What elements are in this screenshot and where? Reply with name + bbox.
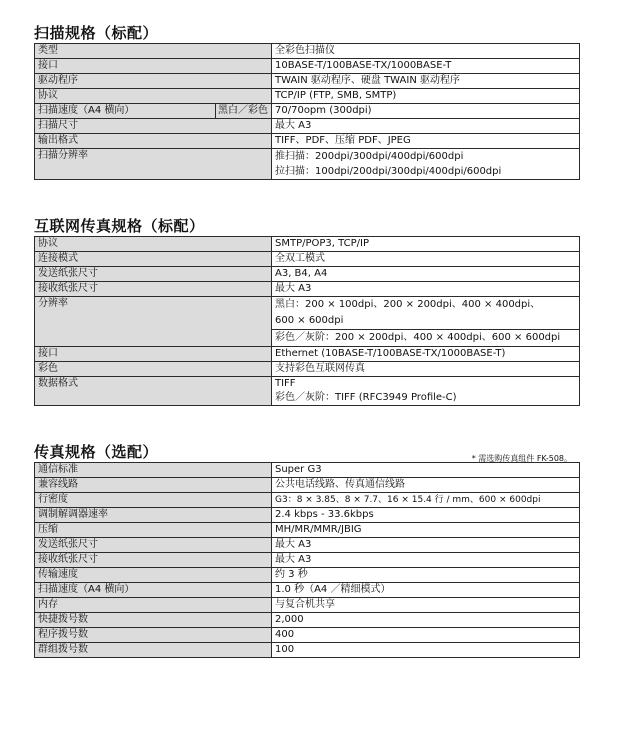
row-label: 输出格式 (35, 134, 272, 149)
row-value: 2,000 (272, 613, 580, 628)
table-row (35, 628, 580, 643)
row-value: Super G3 (272, 463, 580, 478)
table-row (35, 463, 580, 478)
row-value: 最大 A3 (272, 553, 580, 568)
row-value: 公共电话线路、传真通信线路 (272, 478, 580, 493)
row-value: TIFF、PDF、压缩 PDF、JPEG (272, 134, 580, 149)
row-value-multiline (272, 149, 580, 180)
row-label: 接收纸张尺寸 (35, 282, 272, 297)
row-label: 发送纸张尺寸 (35, 267, 272, 282)
row-value: A3, B4, A4 (272, 267, 580, 282)
ifax-spec-title: 互联网传真规格（标配） (34, 217, 205, 235)
row-value: 支持彩色互联网传真 (272, 362, 580, 377)
row-value: SMTP/POP3, TCP/IP (272, 237, 580, 252)
ifax-spec-section (34, 217, 580, 406)
row-value: 400 (272, 628, 580, 643)
row-value-multiline (272, 377, 580, 406)
row-value-line: 彩色／灰阶：TIFF (RFC3949 Profile-C) (275, 392, 457, 403)
row-value-line: TIFF (275, 378, 296, 389)
table-row (35, 252, 580, 267)
row-value-multiline (272, 297, 580, 347)
table-row (35, 377, 580, 406)
row-label: 类型 (35, 44, 272, 59)
table-row (35, 478, 580, 493)
row-label: 行密度 (35, 493, 272, 508)
row-label: 扫描速度（A4 横向） (35, 583, 272, 598)
row-value: TWAIN 驱动程序、硬盘 TWAIN 驱动程序 (272, 74, 580, 89)
table-row (35, 297, 580, 347)
row-value: 约 3 秒 (272, 568, 580, 583)
scan-spec-table (34, 43, 580, 180)
row-label: 协议 (35, 237, 272, 252)
row-label: 群组拨号数 (35, 643, 272, 658)
table-row (35, 89, 580, 104)
row-label: 兼容线路 (35, 478, 272, 493)
row-label: 快捷拨号数 (35, 613, 272, 628)
table-row (35, 282, 580, 297)
row-label: 调制解调器速率 (35, 508, 272, 523)
table-row (35, 104, 580, 119)
row-value: 2.4 kbps - 33.6kbps (272, 508, 580, 523)
fax-spec-table (34, 462, 580, 658)
table-row (35, 553, 580, 568)
table-row (35, 267, 580, 282)
row-value: 与复合机共享 (272, 598, 580, 613)
table-row (35, 44, 580, 59)
ifax-spec-table (34, 236, 580, 406)
row-label: 驱动程序 (35, 74, 272, 89)
row-value: 100 (272, 643, 580, 658)
row-value: 全彩色扫描仪 (272, 44, 580, 59)
row-label: 程序拨号数 (35, 628, 272, 643)
row-value-line: 推扫描：200dpi/300dpi/400dpi/600dpi (275, 151, 464, 162)
row-value: 全双工模式 (272, 252, 580, 267)
row-value-line: 彩色／灰阶：200 × 200dpi、400 × 400dpi、600 × 600dpi (272, 329, 579, 346)
row-label: 接口 (35, 347, 272, 362)
row-label: 发送纸张尺寸 (35, 538, 272, 553)
row-label: 压缩 (35, 523, 272, 538)
table-row (35, 583, 580, 598)
row-value-line: 拉扫描：100dpi/200dpi/300dpi/400dpi/600dpi (275, 166, 502, 177)
table-row (35, 493, 580, 508)
table-row (35, 598, 580, 613)
table-row (35, 643, 580, 658)
row-value-line: 黑白：200 × 100dpi、200 × 200dpi、400 × 400dpi、 (275, 299, 541, 310)
row-value: TCP/IP (FTP, SMB, SMTP) (272, 89, 580, 104)
row-label: 传输速度 (35, 568, 272, 583)
row-label: 协议 (35, 89, 272, 104)
row-value: G3：8 × 3.85、8 × 7.7、16 × 15.4 行 / mm、600 × 600dpi (272, 493, 580, 508)
row-value-line: 600 × 600dpi (275, 315, 344, 326)
row-label: 数据格式 (35, 377, 272, 406)
row-label: 通信标准 (35, 463, 272, 478)
row-value: 最大 A3 (272, 119, 580, 134)
table-row (35, 134, 580, 149)
row-label: 扫描速度（A4 横向） (38, 105, 135, 116)
fax-spec-title: 传真规格（选配） (34, 443, 159, 461)
row-label: 连接模式 (35, 252, 272, 267)
scan-spec-section (34, 24, 580, 180)
table-row (35, 362, 580, 377)
row-label-split (35, 104, 272, 119)
table-row (35, 59, 580, 74)
table-row (35, 568, 580, 583)
row-label: 分辨率 (35, 297, 272, 347)
row-value: 1.0 秒（A4 ／精细模式） (272, 583, 580, 598)
row-label: 扫描分辨率 (35, 149, 272, 180)
table-row (35, 613, 580, 628)
row-label: 内存 (35, 598, 272, 613)
fax-spec-note: * 需选购传真组件 FK-508。 (471, 454, 572, 463)
row-label: 彩色 (35, 362, 272, 377)
table-row (35, 119, 580, 134)
row-label: 接口 (35, 59, 272, 74)
row-label: 扫描尺寸 (35, 119, 272, 134)
row-value: 最大 A3 (272, 538, 580, 553)
table-row (35, 149, 580, 180)
fax-spec-section (34, 443, 580, 658)
table-row (35, 237, 580, 252)
row-value: 10BASE-T/100BASE-TX/1000BASE-T (272, 59, 580, 74)
row-sublabel: 黑白／彩色 (215, 104, 271, 118)
table-row (35, 523, 580, 538)
scan-spec-title: 扫描规格（标配） (34, 24, 159, 42)
row-value: Ethernet (10BASE-T/100BASE-TX/1000BASE-T) (272, 347, 580, 362)
row-value: 70/70opm (300dpi) (272, 104, 580, 119)
table-row (35, 538, 580, 553)
table-row (35, 508, 580, 523)
table-row (35, 74, 580, 89)
table-row (35, 347, 580, 362)
row-value: 最大 A3 (272, 282, 580, 297)
row-value: MH/MR/MMR/JBIG (272, 523, 580, 538)
row-label: 接收纸张尺寸 (35, 553, 272, 568)
